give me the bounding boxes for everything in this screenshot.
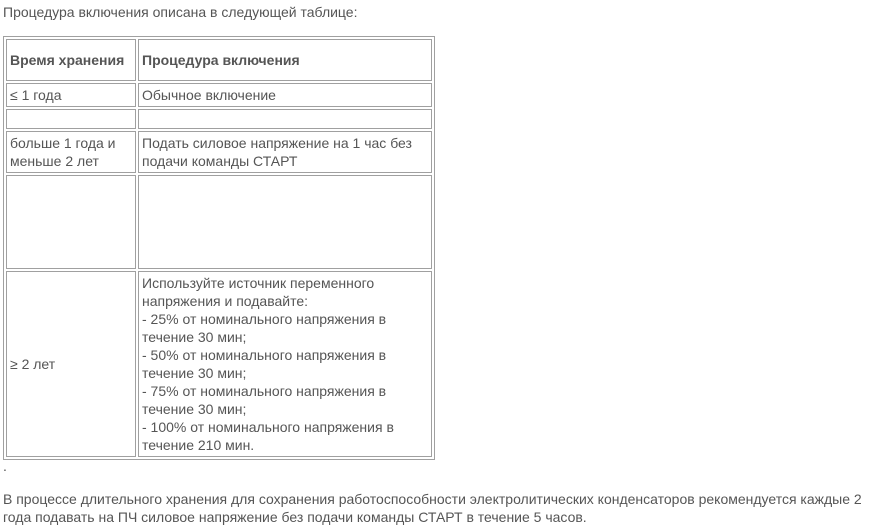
footer-paragraph: В процессе длительного хранения для сохранения работоспособности электролитических конденсаторов рекомендуется каждые 2 года подавать на ПЧ силовое напряжение без подачи команды СТАРТ в течение 5 часов. bbox=[3, 491, 862, 525]
table-row bbox=[6, 131, 432, 173]
cell-procedure: Подать силовое напряжение на 1 час без подачи команды СТАРТ bbox=[138, 131, 432, 173]
cell-procedure bbox=[138, 109, 432, 129]
separator-dot: . bbox=[3, 458, 7, 474]
intro-text: Процедура включения описана в следующей таблице: bbox=[3, 4, 358, 20]
cell-storage-time: больше 1 года и меньше 2 лет bbox=[6, 131, 136, 173]
table-header-row bbox=[6, 39, 432, 81]
table-row bbox=[6, 83, 432, 107]
cell-procedure: Обычное включение bbox=[138, 83, 432, 107]
cell-procedure bbox=[138, 175, 432, 269]
cell-procedure: Используйте источник переменного напряжения и подавайте: - 25% от номинального напряжения в течение 30 мин; - 50% от номинального напряжения в течение 30 мин; - 75% от номинального напряжения в течение 30 мин; - 100% от номинального напряжения в течение 210 мин. bbox=[138, 271, 432, 457]
table-row bbox=[6, 175, 432, 269]
cell-storage-time: ≥ 2 лет bbox=[6, 271, 136, 457]
table-row bbox=[6, 109, 432, 129]
table-row bbox=[6, 271, 432, 457]
header-procedure: Процедура включения bbox=[138, 39, 432, 81]
procedure-table bbox=[3, 36, 435, 460]
cell-storage-time: ≤ 1 года bbox=[6, 83, 136, 107]
cell-storage-time bbox=[6, 175, 136, 269]
cell-storage-time bbox=[6, 109, 136, 129]
header-storage-time: Время хранения bbox=[6, 39, 136, 81]
